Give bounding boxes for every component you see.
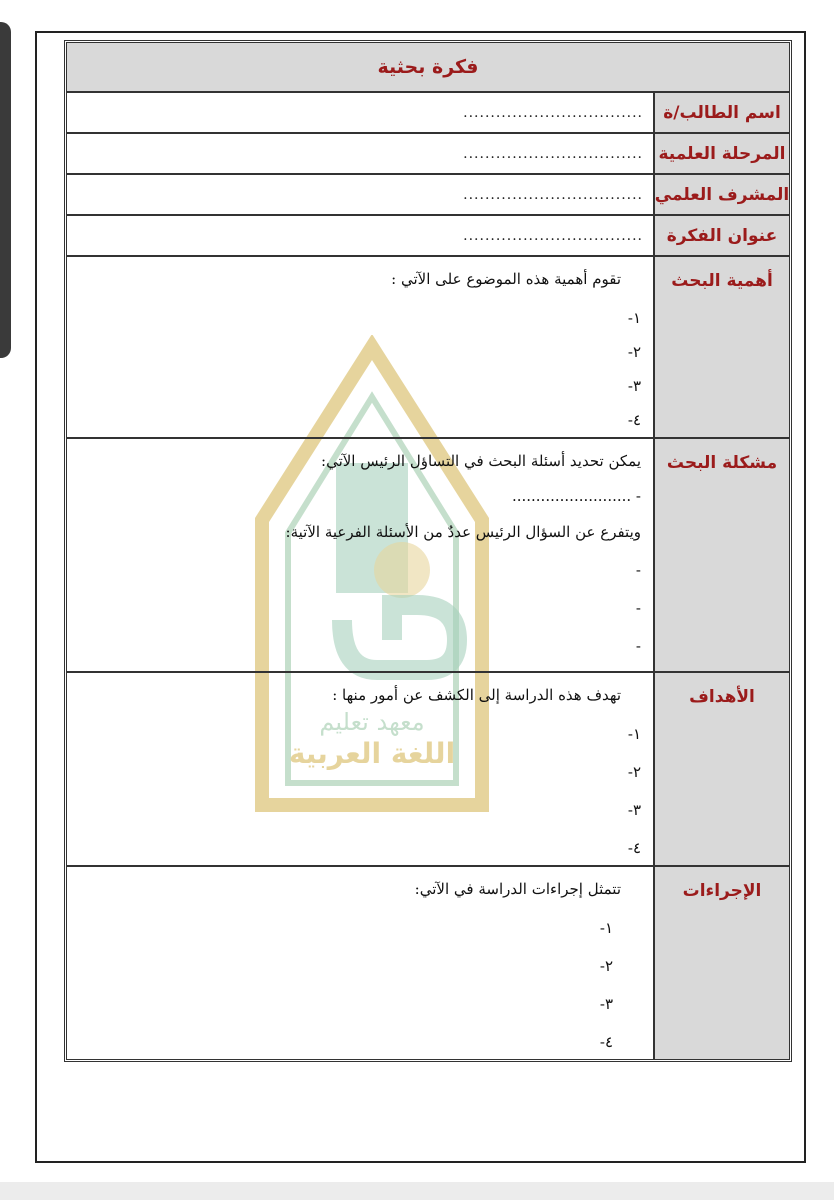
idea-title-label: عنوان الفكرة — [666, 225, 778, 246]
procedures-item-4: ٤- — [599, 1033, 613, 1051]
supervisor-label-cell — [653, 175, 789, 214]
procedures-row — [67, 867, 789, 1059]
importance-label: أهمية البحث — [671, 271, 773, 291]
research-idea-form — [64, 40, 792, 1062]
problem-main-question: - ......................... — [511, 487, 641, 505]
objectives-item-4: ٤- — [627, 839, 641, 857]
idea-title-value: ................................. — [463, 227, 643, 244]
objectives-intro: تهدف هذه الدراسة إلى الكشف عن أمور منها : — [332, 686, 621, 704]
objectives-label-cell — [653, 673, 789, 865]
watermark-text-line2: اللغة العربية — [288, 737, 456, 770]
procedures-item-1: ١- — [599, 919, 613, 937]
form-header — [67, 43, 789, 93]
idea-title-row — [67, 216, 789, 257]
importance-item-3: ٣- — [627, 377, 641, 395]
problem-sub-item-1: - — [635, 561, 641, 579]
problem-sub-item-3: - — [635, 637, 641, 655]
form-title: فكرة بحثية — [377, 56, 479, 78]
watermark-text-line1: معهد تعليم — [319, 708, 425, 736]
student-name-label-cell — [653, 93, 789, 132]
academic-level-row — [67, 134, 789, 175]
importance-label-cell — [653, 257, 789, 437]
procedures-intro: تتمثل إجراءات الدراسة في الآتي: — [414, 880, 621, 898]
research-importance-row — [67, 257, 789, 439]
importance-content[interactable] — [67, 257, 653, 437]
supervisor-row — [67, 175, 789, 216]
supervisor-value: ................................. — [463, 186, 643, 203]
problem-label: مشكلة البحث — [666, 453, 778, 473]
procedures-label: الإجراءات — [682, 881, 762, 901]
problem-intro: يمكن تحديد أسئلة البحث في التساؤل الرئيس الآتي: — [321, 452, 641, 470]
problem-sub-item-2: - — [635, 599, 641, 617]
objectives-item-2: ٢- — [627, 763, 641, 781]
objectives-row — [67, 673, 789, 867]
objectives-label: الأهداف — [689, 687, 755, 707]
importance-item-4: ٤- — [627, 411, 641, 429]
student-name-value: ................................. — [463, 104, 643, 121]
idea-title-field[interactable] — [67, 216, 653, 255]
objectives-item-1: ١- — [627, 725, 641, 743]
academic-level-label-cell — [653, 134, 789, 173]
problem-label-cell — [653, 439, 789, 671]
objectives-content[interactable] — [67, 673, 653, 865]
bottom-strip — [0, 1182, 834, 1200]
supervisor-field[interactable] — [67, 175, 653, 214]
research-problem-row — [67, 439, 789, 673]
academic-level-label: المرحلة العلمية — [658, 143, 786, 164]
procedures-item-3: ٣- — [599, 995, 613, 1013]
student-name-label: اسم الطالب/ة — [663, 102, 781, 123]
idea-title-label-cell — [653, 216, 789, 255]
scroll-tab — [0, 22, 11, 358]
objectives-item-3: ٣- — [627, 801, 641, 819]
procedures-content[interactable] — [67, 867, 653, 1059]
importance-item-1: ١- — [627, 309, 641, 327]
academic-level-value: ................................. — [463, 145, 643, 162]
importance-intro: تقوم أهمية هذه الموضوع على الآتي : — [391, 270, 621, 288]
student-name-row — [67, 93, 789, 134]
student-name-field[interactable] — [67, 93, 653, 132]
procedures-label-cell — [653, 867, 789, 1059]
problem-content[interactable] — [67, 439, 653, 671]
academic-level-field[interactable] — [67, 134, 653, 173]
supervisor-label: المشرف العلمي — [654, 184, 790, 205]
importance-item-2: ٢- — [627, 343, 641, 361]
procedures-item-2: ٢- — [599, 957, 613, 975]
problem-sub-intro: ويتفرع عن السؤال الرئيس عددٌ من الأسئلة الفرعية الآتية: — [285, 523, 641, 541]
